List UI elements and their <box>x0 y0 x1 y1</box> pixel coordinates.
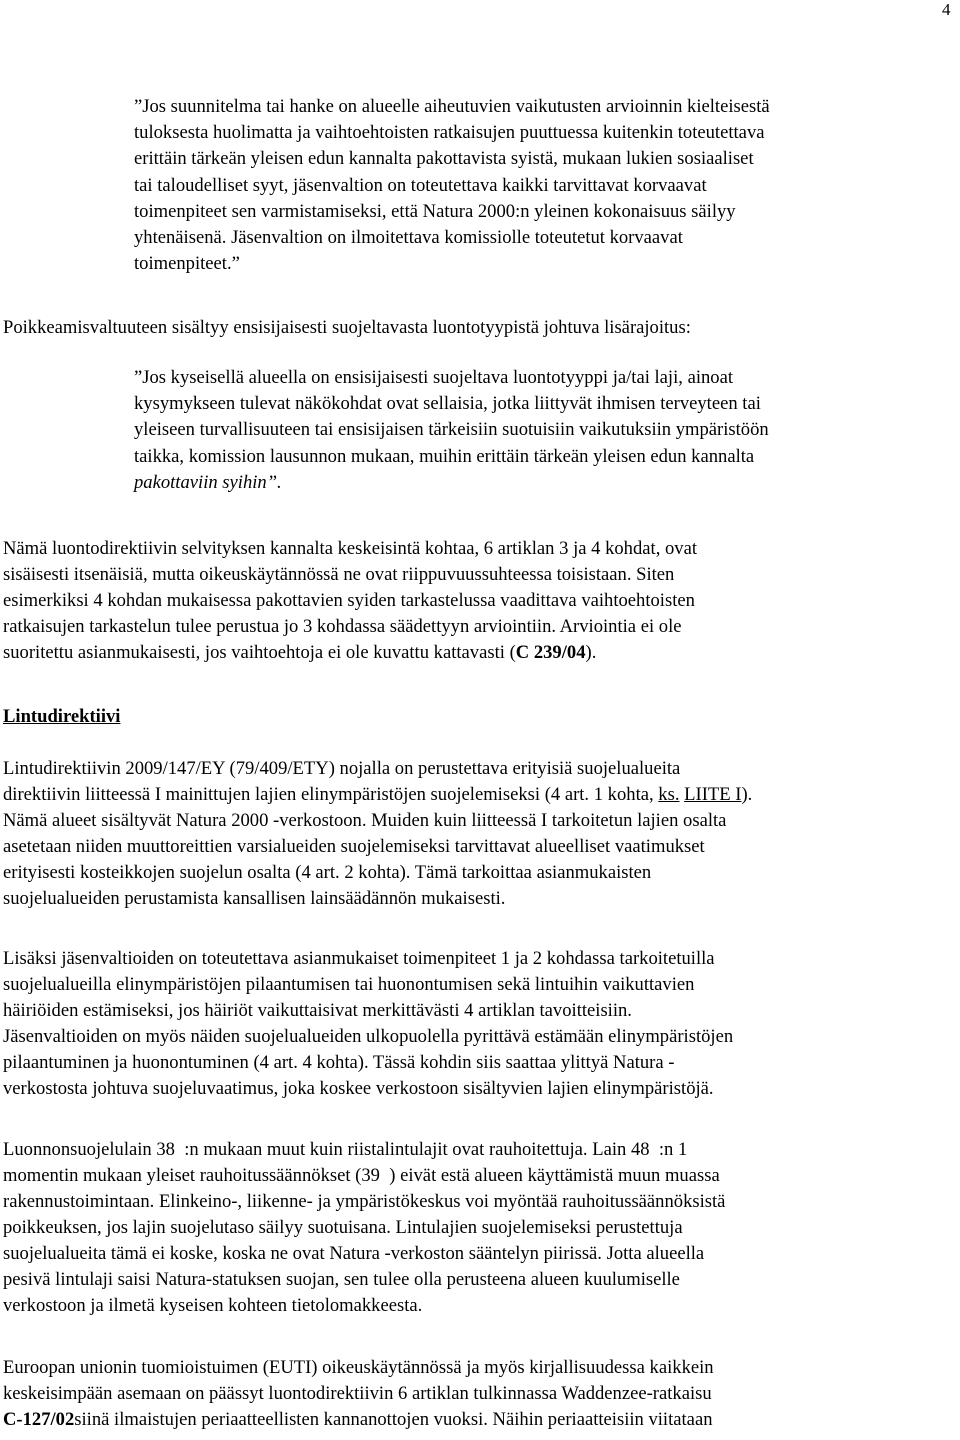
paragraph-text: suoritettu asianmukaisesti, jos vaihtoehtoja ei ole kuvattu kattavasti ( <box>3 642 516 663</box>
quote-italic-text: pakottaviin syihin <box>134 471 267 493</box>
paragraph-line: sisäisesti itsenäisiä, mutta oikeuskäytännössä ne ovat riippuvuussuhteessa toisistaan. Siten <box>3 564 675 585</box>
quote-line: taikka, komission lausunnon mukaan, muihin erittäin tärkeän yleisen edun kannalta <box>134 445 755 467</box>
paragraph-line: pilaantuminen ja huonontuminen (4 art. 4 kohta). Tässä kohdin siis saattaa ylittyä Natura - <box>3 1052 675 1073</box>
paragraph-court-practice <box>3 1355 960 1433</box>
paragraph-line: rakennustoimintaan. Elinkeino-, liikenne- ja ympäristökeskus voi myöntää rauhoitussäännöksistä <box>3 1191 726 1212</box>
paragraph-line: verkostoon ja ilmetä kyseisen kohteen tietolomakkeesta. <box>3 1295 423 1316</box>
quote-closing: ”. <box>266 471 282 493</box>
paragraph-line: Euroopan unionin tuomioistuimen (EUTI) oikeuskäytännössä ja myös kirjallisuudessa kaikkein <box>3 1357 714 1378</box>
paragraph-nature-conservation-act <box>3 1137 960 1319</box>
quote-line: toimenpiteet sen varmistamiseksi, että Natura 2000:n yleinen kokonaisuus säilyy <box>134 200 736 222</box>
quote-line: ”Jos suunnitelma tai hanke on alueelle aiheutuvien vaikutusten arvioinnin kielteisestä <box>134 96 770 117</box>
paragraph-article-6 <box>3 536 960 666</box>
paragraph-line: suojelualueiden perustamista kansallisen lainsäädännön mukaisesti. <box>3 888 506 909</box>
paragraph-line: suojelualueita tämä ei koske, koska ne ovat Natura -verkoston sääntelyn piirissä. Jotta alueella <box>3 1243 705 1264</box>
quote-line: ”Jos kyseisellä alueella on ensisijaisesti suojeltava luontotyyppi ja/tai laji, ainoat <box>134 367 733 388</box>
paragraph-line: ratkaisujen tarkastelun tulee perustua jo 3 kohdassa säädettyyn arviointiin. Arviointia ei ole <box>3 616 682 637</box>
quote-line: yleiseen turvallisuuteen tai ensisijaisen tärkeisiin suotuisiin vaikutuksiin ympäristöön <box>134 419 769 441</box>
section-heading <box>3 704 960 730</box>
paragraph-line <box>3 782 960 808</box>
page-number: 4 <box>942 0 951 19</box>
paragraph-line: Nämä luontodirektiivin selvityksen kannalta keskeisintä kohtaa, 6 artiklan 3 ja 4 kohdat, ovat <box>3 538 697 559</box>
case-reference: C-127/02 <box>3 1409 75 1430</box>
paragraph-line: Jäsenvaltioiden on myös näiden suojelualueiden ulkopuolella pyrittävä estämään elinympäristöjen <box>3 1026 734 1047</box>
paragraph-line: suojelualueilla elinympäristöjen pilaantumisen tai huonontumisen sekä lintuihin vaikuttavien <box>3 974 695 995</box>
quote-line: erittäin tärkeän yleisen edun kannalta pakottavista syistä, mukaan lukien sosiaaliset <box>134 148 754 170</box>
paragraph-text: siinä ilmaistujen periaatteellisten kannanottojen vuoksi. Näihin periaatteisiin viitataan <box>74 1409 713 1430</box>
paragraph-line: Lintudirektiivin 2009/147/EY (79/409/ETY) nojalla on perustettava erityisiä suojelualueita <box>3 758 681 779</box>
paragraph-line: pesivä lintulaji saisi Natura-statuksen suojan, sen tulee olla perusteena alueen kuulumiselle <box>3 1269 680 1290</box>
paragraph-line: erityisesti kosteikkojen suojelun osalta (4 art. 2 kohta). Tämä tarkoittaa asianmukaisten <box>3 862 652 883</box>
intro-paragraph <box>3 315 960 341</box>
quote-priority-habitat <box>134 365 960 496</box>
paragraph-line: momentin mukaan yleiset rauhoitussäännökset (39 ) eivät estä alueen käyttämistä muun muassa <box>3 1165 720 1186</box>
paragraph-line: esimerkiksi 4 kohdan mukaisessa pakottavien syiden tarkastelussa vaadittava vaihtoehtoisten <box>3 590 695 611</box>
paragraph-text: ). <box>741 784 753 805</box>
paragraph-line: Luonnonsuojelulain 38 :n mukaan muut kuin riistalintulajit ovat rauhoitettuja. Lain 48 :n 1 <box>3 1139 688 1160</box>
quote-line <box>134 470 960 496</box>
paragraph-line <box>3 640 960 666</box>
paragraph-line: häiriöiden estämiseksi, jos häiriöt vaikuttaisivat merkittävästi 4 artiklan tavoitteisiin. <box>3 1000 632 1021</box>
quote-line: tai taloudelliset syyt, jäsenvaltion on toteutettava kaikki tarvittavat korvaavat <box>134 174 707 196</box>
paragraph-text: ). <box>585 642 597 663</box>
quote-line: yhtenäisenä. Jäsenvaltion on ilmoitettava komissiolle toteutetut korvaavat <box>134 227 683 249</box>
paragraph-line: Lisäksi jäsenvaltioiden on toteutettava asianmukaiset toimenpiteet 1 ja 2 kohdassa tarkoitetuilla <box>3 948 715 969</box>
paragraph-line: poikkeuksen, jos lajin suojelutaso säilyy suotuisana. Lintulajien suojelemiseksi perustettuja <box>3 1217 683 1238</box>
case-reference: C 239/04 <box>515 642 586 663</box>
paragraph-line: verkostosta johtuva suojeluvaatimus, joka koskee verkostoon sisältyvien lajien elinympäristöjä. <box>3 1078 714 1099</box>
quote-article-6-4 <box>134 94 960 277</box>
liite-i-link[interactable]: LIITE I <box>684 784 742 805</box>
quote-line: kysymykseen tulevat näkökohdat ovat sellaisia, jotka liittyvät ihmisen terveyteen tai <box>134 393 761 415</box>
paragraph-line <box>3 1407 960 1433</box>
paragraph-line: keskeisimpään asemaan on päässyt luontodirektiivin 6 artiklan tulkinnassa Waddenzee-ratkaisu <box>3 1383 712 1404</box>
paragraph-text: direktiivin liitteessä I mainittujen lajien elinympäristöjen suojelemiseksi (4 art. 1 kohta, <box>3 784 659 805</box>
heading-text: Lintudirektiivi <box>3 706 121 727</box>
paragraph-member-states <box>3 946 960 1102</box>
quote-line: toimenpiteet.” <box>134 253 240 275</box>
ks-link[interactable]: ks. <box>658 784 680 805</box>
intro-line: Poikkeamisvaltuuteen sisältyy ensisijaisesti suojeltavasta luontotyypistä johtuva lisärajoitus: <box>3 317 691 338</box>
paragraph-line: asetetaan niiden muuttoreittien varsialueiden suojelemiseksi tarvittavat alueelliset vaatimukset <box>3 836 705 857</box>
paragraph-birds-directive <box>3 756 960 912</box>
quote-line: tuloksesta huolimatta ja vaihtoehtoisten ratkaisujen puuttuessa kuitenkin toteutettava <box>134 122 765 144</box>
paragraph-line: Nämä alueet sisältyvät Natura 2000 -verkostoon. Muiden kuin liitteessä I tarkoitetun lajien osalta <box>3 810 727 831</box>
